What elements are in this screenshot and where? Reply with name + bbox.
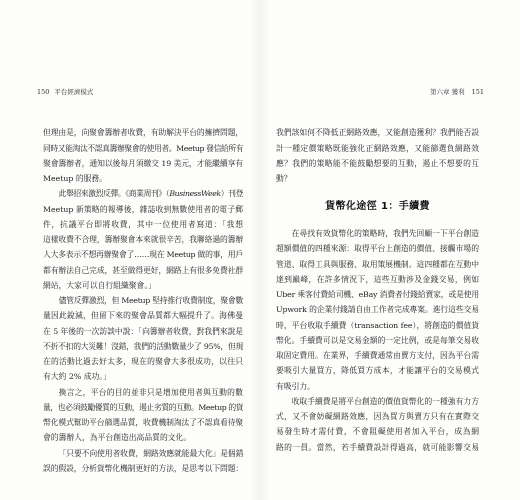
text-line: 在的活動比過去好太多，現在的聚會大多很成功，以往只 xyxy=(43,357,243,367)
text-line: 會的籌辦人，為平台創造出高品質的文化。 xyxy=(43,433,192,443)
text-line: 路的一員。當然，若手續費設計得過高，就可能影響交易 xyxy=(276,442,479,452)
text-line: 易發生時才需付費，不會阻礙使用者加入平台，成為網 xyxy=(276,427,479,437)
text-line: 收取手續費是將平台創造的價值貨幣化的一種強有力方 xyxy=(291,396,479,406)
magazine-title-italic: BusinessWeek xyxy=(169,189,221,199)
paragraph xyxy=(276,226,479,394)
text-fragment: 此舉招來激烈反彈。《商業周刊》（ xyxy=(58,189,170,199)
text-line: 幣化。手續費可以是交易金額的一定比例，或是每筆交易收 xyxy=(276,335,479,345)
page-number: 151 xyxy=(471,88,484,96)
book-title: 平台經濟模式 xyxy=(54,88,94,96)
right-running-head xyxy=(430,88,484,97)
text-line: 都有辦法自己完成，甚至做得更好，網路上有很多免費社群 xyxy=(43,265,243,275)
text-line: 式，又不會妨礙網路效應，因為買方與賣方只有在實際交 xyxy=(276,412,479,422)
left-text-column xyxy=(43,125,243,476)
paragraph xyxy=(276,125,479,186)
paragraph xyxy=(43,125,243,186)
right-text-column xyxy=(276,125,479,454)
page-number: 150 xyxy=(37,88,50,96)
text-line xyxy=(43,186,243,201)
text-line: 誤的假設，分析貨幣化機制更好的方法，是思考以下問題： xyxy=(43,463,243,473)
paragraph xyxy=(276,394,479,455)
section-heading: 貨幣化途徑 1：手續費 xyxy=(325,201,430,213)
text-line: 儘管反彈激烈，但 Meetup 堅持推行收費制度，聚會數 xyxy=(58,296,243,306)
text-line: 同時又能淘汰不認真籌辦聚會的使用者。Meetup 發信給所有 xyxy=(43,143,243,153)
text-line: 管道、取得工具與服務、取用策展機制。這四種都在互動中 xyxy=(276,259,479,269)
text-line: 換言之，平台的目的並非只是增加使用者與互動的數 xyxy=(58,387,243,397)
text-line: 這樣收費不合理，籌辦聚會本來就很辛苦，我聯絡過的籌辦 xyxy=(43,235,243,245)
text-fragment: ）刊登 xyxy=(220,189,243,199)
text-line: 要吸引大量買方，降低買方成本，才能讓平台的交易模式 xyxy=(276,366,479,376)
text-line: 量因此銳減，但留下來的聚會品質都大幅提升了。海佛曼 xyxy=(43,311,243,321)
text-line: 取固定費用。在業界，手續費通常由賣方支付，因為平台需 xyxy=(276,351,479,361)
left-running-head xyxy=(37,88,93,97)
paragraph xyxy=(43,385,243,446)
text-line: 動？ xyxy=(276,174,292,184)
text-line: Upwork 的企業付錢請自由工作者完成專案。進行這些交易 xyxy=(276,305,479,315)
text-line: 我們該如何不降低正網路效應，又能創造獲利？我們能否設 xyxy=(276,128,479,138)
text-line: 幣化模式幫助平台篩選品質，收費機制淘汰了不認真看待聚 xyxy=(43,418,243,428)
paragraph xyxy=(43,186,243,293)
text-line: 時，平台收取手續費（transaction fee），將創造的價值貨 xyxy=(276,320,479,330)
text-line: Meetup 新策略的報導後，雜誌收到無數使用者的電子郵 xyxy=(43,204,243,214)
text-line: 網站，大家可以自行組織聚會。」 xyxy=(43,280,157,290)
text-line: Uber 乘客付費給司機、eBay 消費者付錢給賣家，或是使用 xyxy=(276,290,479,300)
paragraph xyxy=(43,293,243,385)
text-line: 在尋找有效貨幣化的策略時，我們先回顧一下平台創造 xyxy=(291,229,479,239)
text-line: 人大多表示不想再辦聚會了……現在 Meetup 做的事，用戶 xyxy=(43,250,243,260)
text-line: 計一種定價策略既能強化正網路效應，又能篩選負網路效 xyxy=(276,143,479,153)
paragraph xyxy=(43,446,243,477)
text-line: 量，也必須鼓勵優質的互動，遏止劣質的互動。Meetup 的貨 xyxy=(43,402,243,412)
text-line: 但理由是，向聚會籌辦者收費，有助解決平台的擁擠問題， xyxy=(43,128,243,138)
text-line: 「只要不向使用者收費，網路效應就能最大化」是個錯 xyxy=(58,448,243,458)
text-line: 有大約 2% 成功。」 xyxy=(43,372,112,382)
text-line: 達到巔峰，在許多情況下，這些互動涉及金錢交易，例如 xyxy=(276,274,479,284)
text-line: 不折不扣的大災難！沒錯，我們的活動數量少了 95%，但現 xyxy=(43,341,243,351)
text-line: 在 5 年後的一次訪談中說：「向籌辦者收費，對我們來說是 xyxy=(43,326,243,336)
text-line: 超額價值的四種來源：取得平台上創造的價值、接觸市場的 xyxy=(276,244,479,254)
text-line: 件，抗議平台即將收費，其中一位使用者寫道：「我想 xyxy=(43,219,243,229)
right-page xyxy=(260,0,520,500)
text-line: Meetup 的服務。 xyxy=(43,174,108,184)
text-line: 有吸引力。 xyxy=(276,381,315,391)
text-line: 聚會籌辦者，通知以後每月須繳交 19 美元，才能繼續享有 xyxy=(43,158,243,168)
chapter-title: 第六章 獲利 xyxy=(430,88,465,96)
text-line: 應？我們的策略能不能鼓勵想要的互動，遏止不想要的互 xyxy=(276,158,479,168)
